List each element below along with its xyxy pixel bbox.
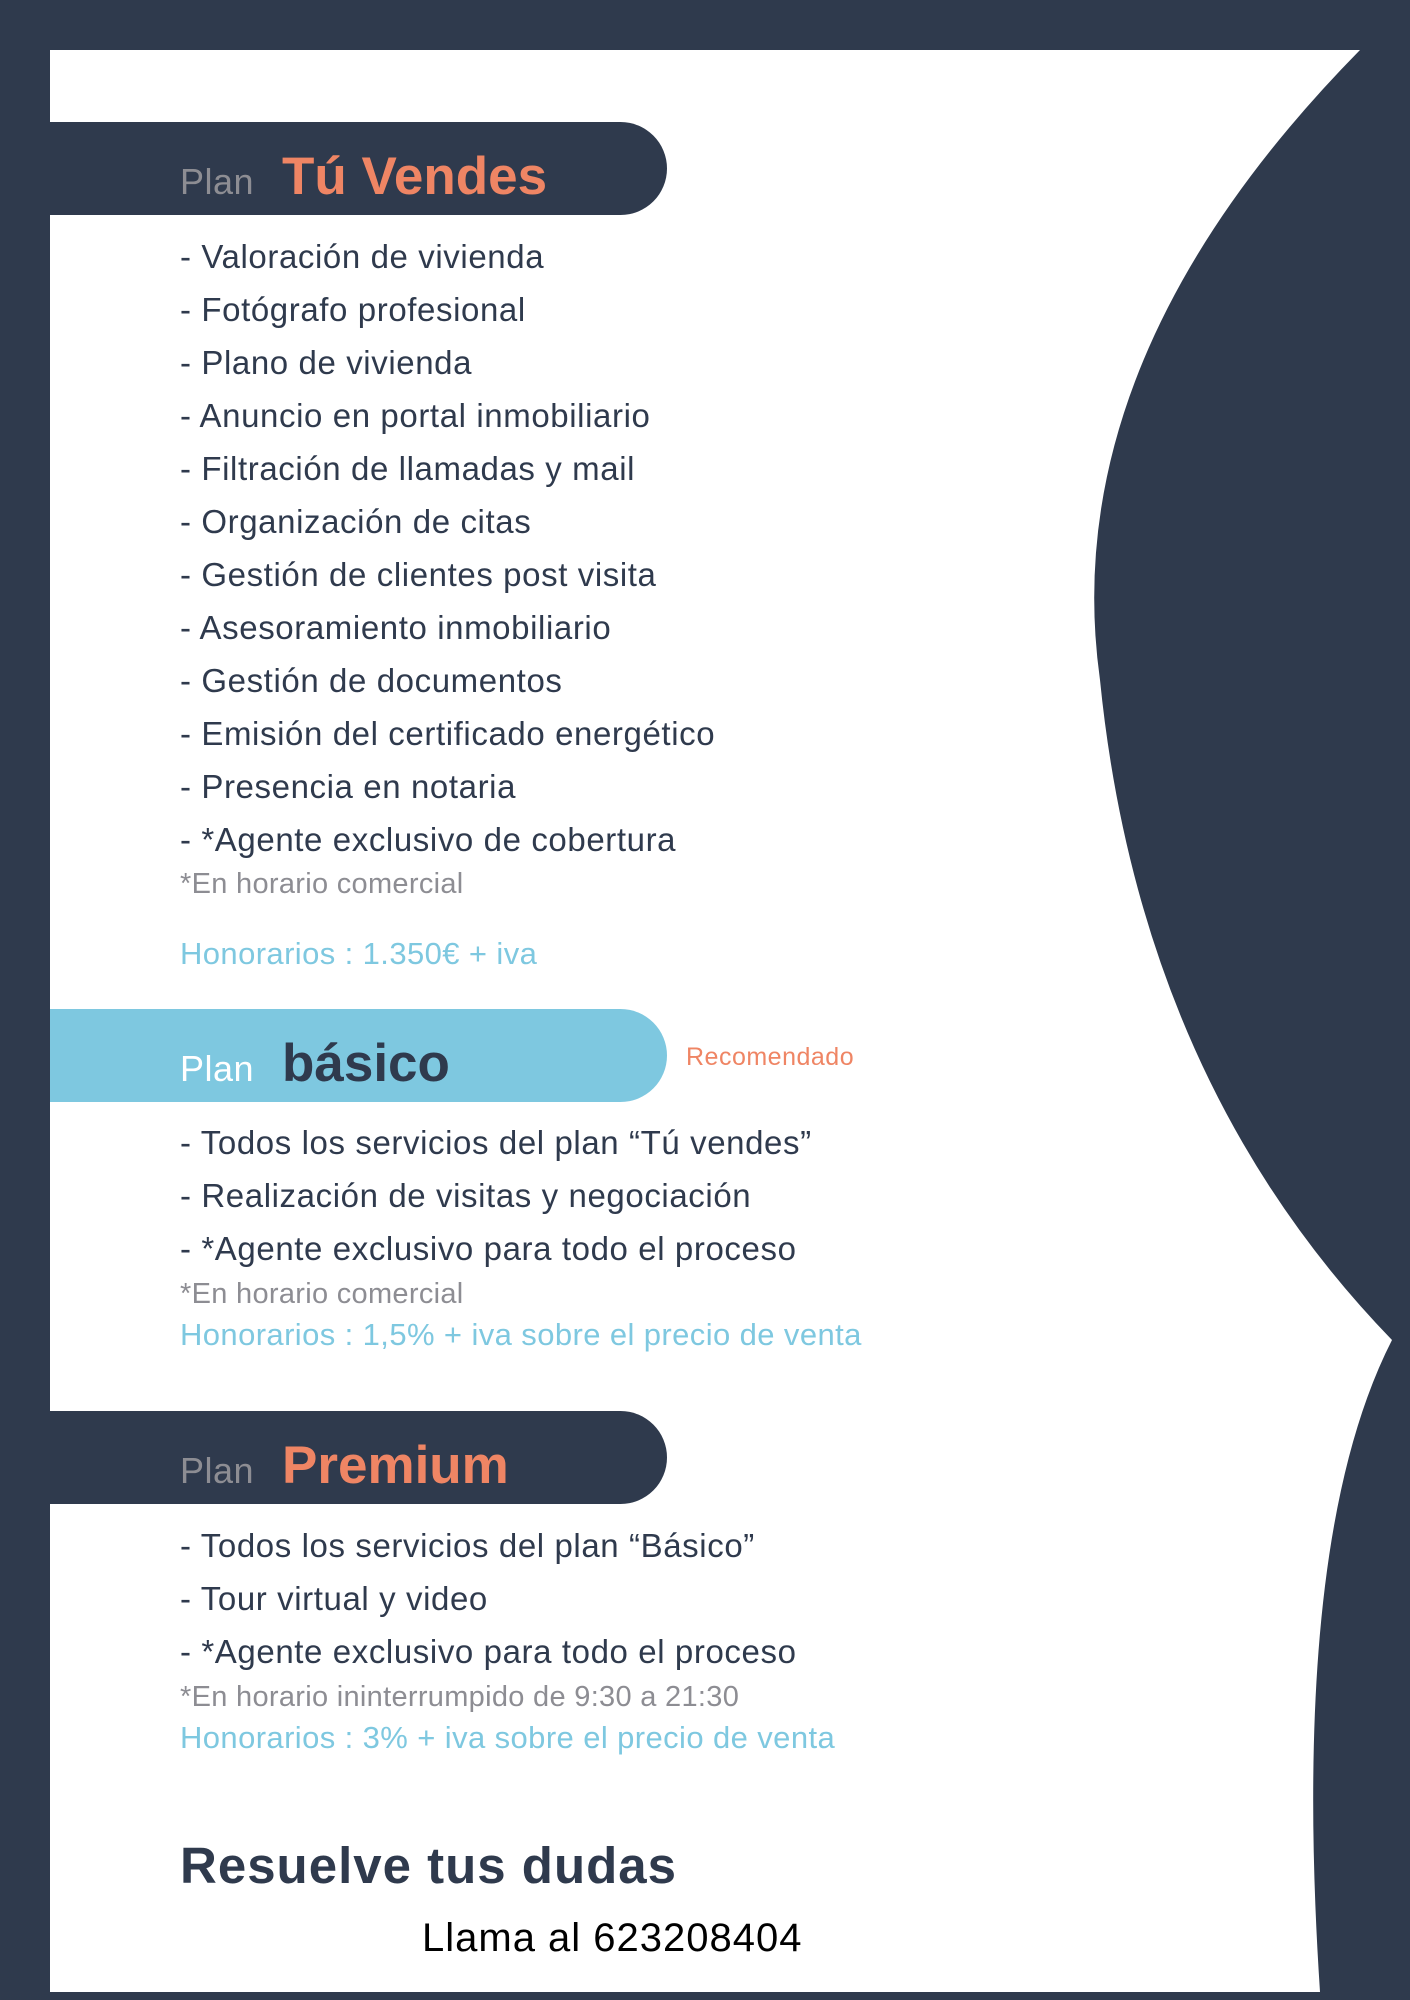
plan-title: Premium — [282, 1436, 509, 1495]
plan-tu-vendes-banner — [50, 122, 667, 215]
contact-phone[interactable]: Llama al 623208404 — [422, 1916, 803, 1960]
feature-item: - Todos los servicios del plan “Tú vendes” — [180, 1124, 812, 1161]
feature-item: - Anuncio en portal inmobiliario — [180, 397, 651, 434]
plan-title: Tú Vendes — [282, 147, 548, 206]
feature-item: - Realización de visitas y negociación — [180, 1177, 752, 1214]
feature-item: - Organización de citas — [180, 503, 532, 540]
fee-text: Honorarios : 1.350€ + iva — [180, 936, 538, 971]
feature-item: - Fotógrafo profesional — [180, 291, 526, 328]
feature-list — [180, 1519, 797, 1678]
feature-item: - Tour virtual y video — [180, 1580, 488, 1617]
fee-text: Honorarios : 3% + iva sobre el precio de venta — [180, 1720, 836, 1755]
schedule-note: *En horario comercial — [180, 868, 464, 900]
feature-item: - *Agente exclusivo para todo el proceso — [180, 1230, 797, 1267]
plan-label: Plan — [180, 1450, 255, 1491]
feature-list — [180, 1116, 812, 1275]
schedule-note: *En horario comercial — [180, 1278, 464, 1310]
feature-item: - Emisión del certificado energético — [180, 715, 716, 752]
fee-text: Honorarios : 1,5% + iva sobre el precio de venta — [180, 1317, 862, 1352]
feature-item: - Gestión de documentos — [180, 662, 563, 699]
plan-premium-banner — [50, 1411, 667, 1504]
plan-basico-banner — [50, 1009, 667, 1102]
feature-item: - Asesoramiento inmobiliario — [180, 609, 612, 646]
schedule-note: *En horario ininterrumpido de 9:30 a 21:30 — [180, 1681, 740, 1713]
recommended-badge: Recomendado — [686, 1043, 855, 1071]
feature-item: - Valoración de vivienda — [180, 238, 545, 275]
feature-item: - Filtración de llamadas y mail — [180, 450, 636, 487]
feature-item: - *Agente exclusivo de cobertura — [180, 821, 677, 858]
feature-item: - Todos los servicios del plan “Básico” — [180, 1527, 755, 1564]
feature-item: - Gestión de clientes post visita — [180, 556, 657, 593]
plan-label: Plan — [180, 1048, 255, 1089]
feature-item: - Presencia en notaria — [180, 768, 517, 805]
feature-item: - Plano de vivienda — [180, 344, 473, 381]
feature-item: - *Agente exclusivo para todo el proceso — [180, 1633, 797, 1670]
feature-list — [180, 230, 715, 866]
plan-title: básico — [282, 1034, 450, 1093]
plan-label: Plan — [180, 161, 255, 202]
contact-title: Resuelve tus dudas — [180, 1837, 677, 1894]
